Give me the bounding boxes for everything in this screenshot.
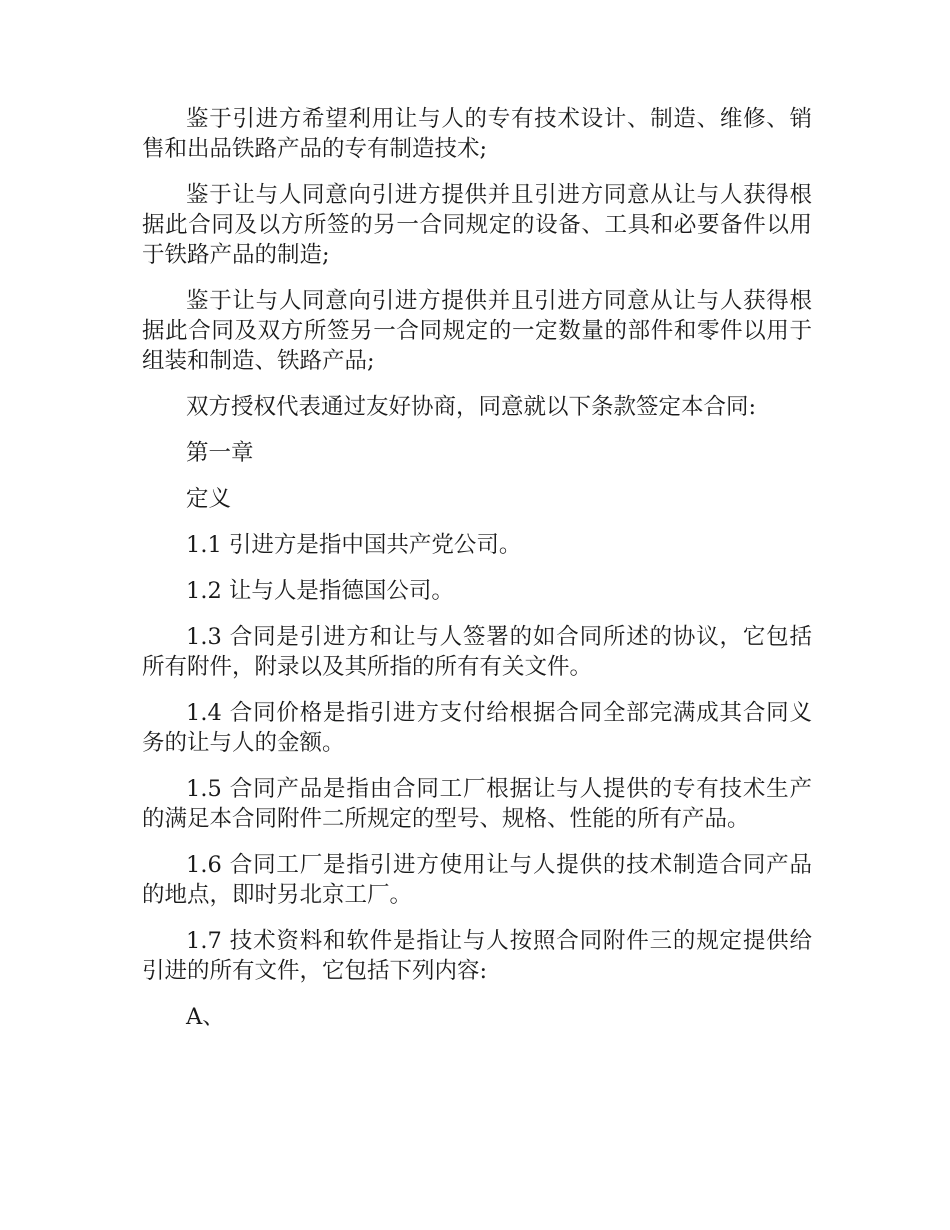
definition-1-1: 1.1 引进方是指中国共产党公司。 [186,532,522,558]
paragraph-intent-components: 鉴于让与人同意向引进方提供并且引进方同意从让与人获得根据此合同及双方所签另一合同规定的一定数量的部件和零件以用于组装和制造、铁路产品; [142,288,812,374]
paragraph-intent-technology: 鉴于引进方希望利用让与人的专有技术设计、制造、维修、销售和出品铁路产品的专有制造技术; [142,106,812,162]
paragraph-agreement: 双方授权代表通过友好协商，同意就以下条款签定本合同: [186,394,757,420]
definition-1-5: 1.5 合同产品是指由合同工厂根据让与人提供的专有技术生产的满足本合同附件二所规定的型号、规格、性能的所有产品。 [142,776,812,832]
list-item-a: A、 [186,1004,225,1030]
chapter-heading: 第一章 [186,440,254,466]
paragraph-intent-equipment: 鉴于让与人同意向引进方提供并且引进方同意从让与人获得根据此合同及以方所签的另一合同规定的设备、工具和必要备件以用于铁路产品的制造; [142,182,812,268]
definition-1-6: 1.6 合同工厂是指引进方使用让与人提供的技术制造合同产品的地点，即时另北京工厂。 [142,852,812,908]
definition-1-4: 1.4 合同价格是指引进方支付给根据合同全部完满成其合同义务的让与人的金额。 [142,700,812,756]
section-title-definitions: 定义 [186,486,232,512]
definition-1-7: 1.7 技术资料和软件是指让与人按照合同附件三的规定提供给引进的所有文件，它包括下列内容: [142,928,812,984]
definition-1-2: 1.2 让与人是指德国公司。 [186,578,454,604]
document-page [142,104,812,1048]
definition-1-3: 1.3 合同是引进方和让与人签署的如合同所述的协议，它包括所有附件，附录以及其所指的所有有关文件。 [142,624,812,680]
